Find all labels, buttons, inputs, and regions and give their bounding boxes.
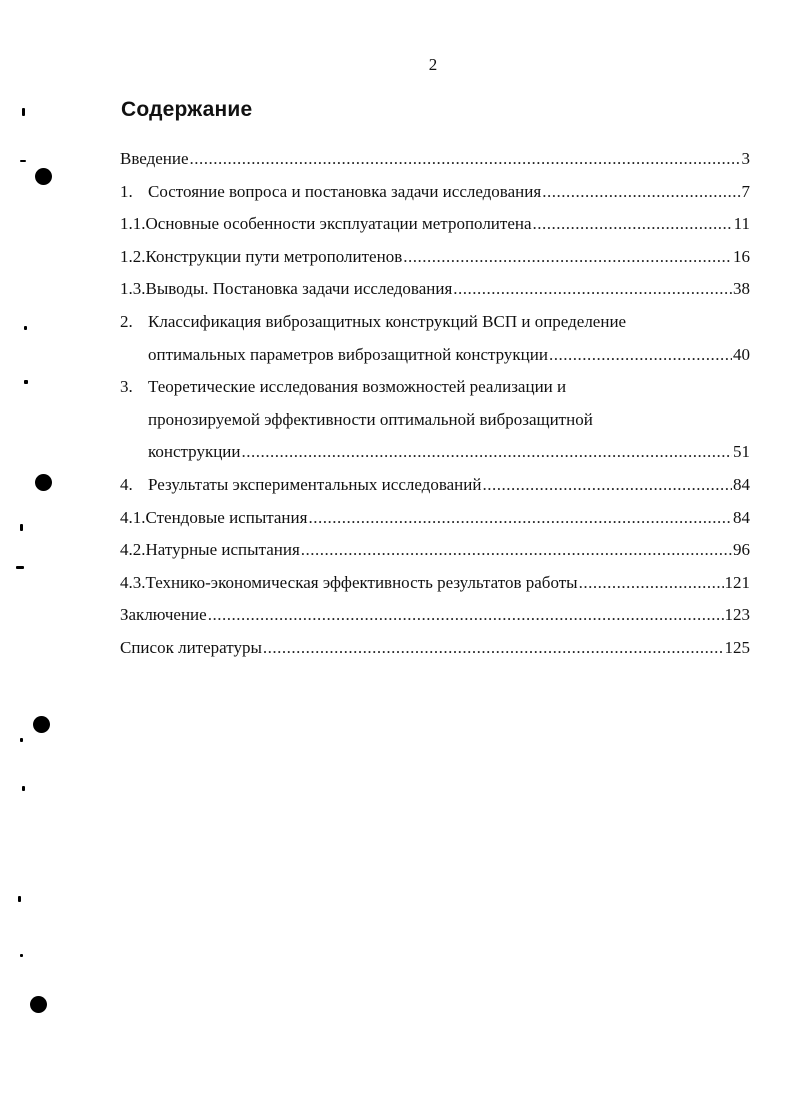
toc-leader-dots	[533, 208, 733, 241]
toc-entry-section-1-1	[120, 208, 750, 241]
scan-speck	[24, 326, 27, 330]
toc-leader-dots	[308, 502, 732, 535]
toc-entry-page: 11	[733, 214, 750, 234]
toc-entry-chapter-3	[120, 371, 750, 404]
table-of-contents	[120, 143, 750, 665]
binder-hole-mark	[33, 716, 50, 733]
toc-entry-page: 121	[724, 572, 750, 592]
toc-entry-chapter-1	[120, 176, 750, 209]
toc-entry-page: 16	[733, 246, 750, 266]
binder-hole-mark	[35, 474, 52, 491]
toc-entry-chapter-2-continued	[120, 339, 750, 372]
binder-hole-mark	[30, 996, 47, 1013]
scan-speck	[20, 954, 23, 957]
scan-speck	[16, 566, 24, 569]
toc-entry-title: Введение	[120, 149, 189, 168]
toc-entry-title: Состояние вопроса и постановка задачи исследования	[148, 181, 542, 201]
page-number: 2	[428, 55, 438, 74]
toc-leader-dots	[579, 567, 724, 600]
toc-entry-page: 40	[733, 344, 750, 364]
toc-leader-dots	[208, 599, 724, 632]
toc-entry-number: 2.	[120, 311, 133, 331]
toc-leader-dots	[190, 143, 741, 176]
toc-leader-dots	[542, 176, 740, 209]
toc-entry-section-1-2	[120, 241, 750, 274]
toc-entry-title: Теоретические исследования возможностей реализации и	[148, 377, 567, 397]
scan-speck	[20, 160, 26, 162]
toc-entry-number: 1.	[120, 181, 133, 201]
toc-entry-page: 123	[724, 605, 750, 625]
toc-entry-chapter-3-continued	[120, 404, 750, 437]
toc-entry-title: 4.1.Стендовые испытания	[120, 507, 308, 527]
toc-entry-section-1-3	[120, 273, 750, 306]
toc-entry-chapter-3-continued	[120, 436, 750, 469]
toc-entry-chapter-4	[120, 469, 750, 502]
toc-entry-title: Список литературы	[120, 637, 262, 657]
toc-entry-page: 96	[733, 540, 750, 560]
toc-entry-conclusion	[120, 599, 750, 632]
toc-entry-page: 84	[733, 507, 750, 527]
page-title: Содержание	[121, 98, 253, 121]
toc-entry-title: 1.3.Выводы. Постановка задачи исследования	[120, 279, 453, 299]
scan-speck	[20, 738, 23, 742]
toc-leader-dots	[403, 241, 732, 274]
toc-entry-title: конструкции	[148, 442, 241, 462]
toc-entry-section-4-1	[120, 502, 750, 535]
toc-entry-title: Результаты экспериментальных исследований	[148, 474, 482, 494]
toc-leader-dots	[482, 469, 732, 502]
toc-entry-page: 51	[733, 442, 750, 462]
toc-entry-chapter-2	[120, 306, 750, 339]
scan-speck	[18, 896, 21, 902]
toc-entry-title: 4.3.Технико-экономическая эффективность результатов работы	[120, 572, 578, 592]
toc-leader-dots	[549, 339, 732, 372]
scan-speck	[24, 380, 28, 384]
toc-entry-page: 38	[733, 279, 750, 299]
toc-entry-page: 84	[733, 474, 750, 494]
toc-leader-dots	[263, 632, 724, 665]
toc-entry-number: 4.	[120, 474, 133, 494]
toc-entry-title: пронозируемой эффективности оптимальной виброзащитной	[148, 409, 593, 429]
toc-entry-number: 3.	[120, 377, 133, 397]
scan-speck	[22, 786, 25, 791]
toc-leader-dots	[301, 534, 732, 567]
toc-entry-page: 7	[741, 181, 750, 201]
toc-entry-page: 125	[724, 637, 750, 657]
toc-entry-title: Классификация виброзащитных конструкций ВСП и определение	[148, 311, 627, 331]
toc-entry-section-4-2	[120, 534, 750, 567]
toc-entry-section-4-3	[120, 567, 750, 600]
toc-entry-title: 1.2.Конструкции пути метрополитенов	[120, 246, 403, 266]
toc-entry-title: Заключение	[120, 605, 207, 625]
scan-speck	[22, 108, 25, 116]
binder-hole-mark	[35, 168, 52, 185]
toc-leader-dots	[453, 273, 732, 306]
toc-entry-page: 3	[741, 149, 750, 168]
toc-entry-introduction	[120, 143, 750, 176]
toc-entry-title: оптимальных параметров виброзащитной конструкции	[148, 344, 548, 364]
toc-entry-title: 1.1.Основные особенности эксплуатации метрополитена	[120, 214, 532, 234]
toc-entry-bibliography	[120, 632, 750, 665]
scan-speck	[20, 524, 23, 531]
toc-leader-dots	[242, 436, 732, 469]
toc-entry-title: 4.2.Натурные испытания	[120, 540, 300, 560]
